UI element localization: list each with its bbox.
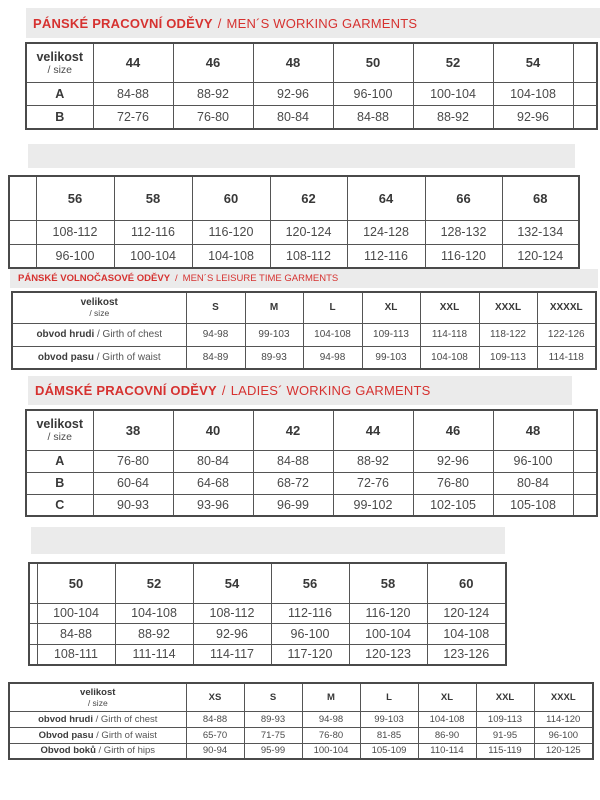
row-label <box>12 323 186 346</box>
size-range-cell: 64-68 <box>173 472 253 494</box>
size-range-cell: 114-118 <box>537 346 596 369</box>
size-range-cell: 60-64 <box>93 472 173 494</box>
size-range-cell: 68-72 <box>253 472 333 494</box>
table-mens-working-sizes-56-68 <box>8 175 578 269</box>
clipped-edge-cell <box>573 43 597 82</box>
table-mens-leisure-sizes-grid <box>11 291 597 370</box>
size-range-cell: 100-104 <box>413 82 493 106</box>
size-range-cell: 116-120 <box>425 244 502 268</box>
clipped-edge-cell <box>573 450 597 472</box>
size-range-cell: 105-109 <box>360 743 418 759</box>
size-range-cell: 92-96 <box>253 82 333 106</box>
size-range-cell: 99-102 <box>333 494 413 516</box>
corner-label-czech: velikost <box>80 297 118 309</box>
size-range-cell: 108-112 <box>36 220 114 244</box>
size-range-cell: 72-76 <box>93 106 173 130</box>
size-range-cell: 128-132 <box>425 220 502 244</box>
size-column-header: S <box>244 683 302 711</box>
size-range-cell: 120-124 <box>427 603 506 624</box>
table-continuation-bar-mens <box>28 144 575 168</box>
size-range-cell: 100-104 <box>349 624 427 645</box>
size-column-header: 58 <box>114 176 192 220</box>
corner-label-czech: velikost <box>36 417 84 432</box>
size-range-cell: 76-80 <box>413 472 493 494</box>
size-range-cell: 84-88 <box>37 624 115 645</box>
clipped-edge-cell <box>29 624 37 645</box>
corner-label-english: / size <box>47 63 72 76</box>
size-range-cell: 88-92 <box>413 106 493 130</box>
size-column-header: M <box>245 292 303 323</box>
row-label: C <box>26 494 93 516</box>
size-range-cell: 114-120 <box>534 711 593 727</box>
clipped-edge-cell <box>9 220 36 244</box>
table-ladies-letter-sizes <box>8 682 592 760</box>
size-range-cell: 112-116 <box>271 603 349 624</box>
size-corner-header <box>12 292 186 323</box>
size-range-cell: 84-88 <box>253 450 333 472</box>
size-column-header: 48 <box>253 43 333 82</box>
size-column-header: L <box>303 292 362 323</box>
size-column-header: 44 <box>93 43 173 82</box>
row-label: A <box>26 450 93 472</box>
table-row <box>26 472 597 494</box>
size-range-cell: 104-108 <box>427 624 506 645</box>
size-column-header: 64 <box>347 176 425 220</box>
table-row <box>9 727 593 743</box>
size-range-cell: 108-111 <box>37 644 115 665</box>
clipped-edge-cell <box>573 106 597 130</box>
size-range-cell: 80-84 <box>173 450 253 472</box>
size-range-cell: 90-93 <box>93 494 173 516</box>
size-range-cell: 96-100 <box>36 244 114 268</box>
size-range-cell: 96-100 <box>271 624 349 645</box>
row-label-english: / Girth of hips <box>98 745 156 757</box>
row-label-czech: obvod pasu <box>37 351 97 363</box>
size-range-cell: 110-114 <box>418 743 476 759</box>
size-corner-header <box>26 410 93 450</box>
table-row <box>26 106 597 130</box>
size-column-header: XXXL <box>479 292 537 323</box>
size-range-cell: 81-85 <box>360 727 418 743</box>
size-column-header: 68 <box>502 176 579 220</box>
table-ladies-working-sizes-38-48-grid <box>25 409 598 517</box>
size-range-cell: 116-120 <box>349 603 427 624</box>
size-range-cell: 96-99 <box>253 494 333 516</box>
size-column-header: 48 <box>493 410 573 450</box>
table-row <box>29 624 506 645</box>
table-row <box>26 82 597 106</box>
size-range-cell: 96-100 <box>534 727 593 743</box>
size-column-header: XXL <box>476 683 534 711</box>
size-range-cell: 95-99 <box>244 743 302 759</box>
table-ladies-working-sizes-50-60 <box>28 562 505 666</box>
size-range-cell: 102-105 <box>413 494 493 516</box>
row-label-czech: obvod hrudi <box>38 713 96 725</box>
row-label-english: / Girth of chest <box>97 329 163 340</box>
table-mens-working-sizes-44-54 <box>25 42 596 130</box>
size-range-cell: 120-125 <box>534 743 593 759</box>
size-range-cell: 108-112 <box>193 603 271 624</box>
size-column-header: 56 <box>36 176 114 220</box>
size-range-cell: 100-104 <box>37 603 115 624</box>
size-range-cell: 80-84 <box>253 106 333 130</box>
row-label-czech: obvod hrudi <box>36 329 97 340</box>
size-range-cell: 76-80 <box>173 106 253 130</box>
size-range-cell: 104-108 <box>420 346 479 369</box>
size-range-cell: 132-134 <box>502 220 579 244</box>
size-range-cell: 104-108 <box>192 244 270 268</box>
size-corner-header <box>26 43 93 82</box>
size-column-header: XXL <box>420 292 479 323</box>
clipped-edge-cell <box>29 603 37 624</box>
title-separator: / <box>217 15 222 31</box>
size-column-header: 46 <box>173 43 253 82</box>
row-label-english: / Girth of chest <box>95 713 158 725</box>
table-row <box>29 644 506 665</box>
corner-label-english: / size <box>87 697 108 708</box>
table-row <box>9 743 593 759</box>
row-label-czech: Obvod boků <box>40 745 99 757</box>
clipped-edge-cell <box>9 176 36 220</box>
size-range-cell: 88-92 <box>115 624 193 645</box>
size-column-header: 40 <box>173 410 253 450</box>
corner-label-czech: velikost <box>36 49 84 64</box>
size-range-cell: 114-117 <box>193 644 271 665</box>
section-title-mens-leisure <box>10 269 598 288</box>
size-range-cell: 84-88 <box>186 711 244 727</box>
size-range-cell: 105-108 <box>493 494 573 516</box>
section-title-english: MEN´S LEISURE TIME GARMENTS <box>182 273 339 284</box>
size-range-cell: 108-112 <box>270 244 347 268</box>
size-column-header: 50 <box>37 563 115 603</box>
size-range-cell: 109-113 <box>479 346 537 369</box>
clipped-edge-cell <box>573 410 597 450</box>
size-range-cell: 120-124 <box>502 244 579 268</box>
size-range-cell: 118-122 <box>479 323 537 346</box>
row-label-english: / Girth of waist <box>96 729 157 741</box>
section-title-czech: PÁNSKÉ VOLNOČASOVÉ ODĚVY <box>18 273 171 284</box>
size-range-cell: 84-88 <box>93 82 173 106</box>
size-range-cell: 84-88 <box>333 106 413 130</box>
table-row <box>9 220 579 244</box>
corner-label-english: / size <box>47 431 72 444</box>
size-column-header: XXXXL <box>537 292 596 323</box>
row-label <box>12 346 186 369</box>
size-column-header: L <box>360 683 418 711</box>
size-range-cell: 80-84 <box>493 472 573 494</box>
size-range-cell: 92-96 <box>193 624 271 645</box>
size-range-cell: 94-98 <box>303 346 362 369</box>
size-column-header: 60 <box>427 563 506 603</box>
table-row <box>26 450 597 472</box>
row-label-czech: Obvod pasu <box>38 729 97 741</box>
size-range-cell: 104-108 <box>493 82 573 106</box>
size-column-header: 38 <box>93 410 173 450</box>
size-column-header: 50 <box>333 43 413 82</box>
table-ladies-letter-sizes-grid <box>8 682 594 760</box>
table-continuation-bar-ladies <box>31 527 505 554</box>
size-range-cell: 72-76 <box>333 472 413 494</box>
row-label: B <box>26 472 93 494</box>
size-range-cell: 65-70 <box>186 727 244 743</box>
size-column-header: S <box>186 292 245 323</box>
size-column-header: M <box>302 683 360 711</box>
size-range-cell: 104-108 <box>115 603 193 624</box>
size-range-cell: 94-98 <box>186 323 245 346</box>
size-range-cell: 91-95 <box>476 727 534 743</box>
size-column-header: 54 <box>493 43 573 82</box>
size-range-cell: 112-116 <box>114 220 192 244</box>
size-column-header: 46 <box>413 410 493 450</box>
size-range-cell: 122-126 <box>537 323 596 346</box>
table-row <box>29 603 506 624</box>
size-range-cell: 88-92 <box>173 82 253 106</box>
section-title-mens-working <box>26 8 600 38</box>
size-range-cell: 71-75 <box>244 727 302 743</box>
title-separator: / <box>175 273 178 284</box>
size-range-cell: 114-118 <box>420 323 479 346</box>
size-column-header: 62 <box>270 176 347 220</box>
row-label <box>9 727 186 743</box>
size-range-cell: 88-92 <box>333 450 413 472</box>
size-column-header: 44 <box>333 410 413 450</box>
size-column-header: 52 <box>413 43 493 82</box>
corner-label-czech: velikost <box>80 686 116 698</box>
clipped-edge-cell <box>573 82 597 106</box>
clipped-edge-cell <box>29 563 37 603</box>
size-range-cell: 92-96 <box>413 450 493 472</box>
size-column-header: 56 <box>271 563 349 603</box>
size-column-header: 52 <box>115 563 193 603</box>
section-title-ladies-working <box>28 376 572 405</box>
clipped-edge-cell <box>573 472 597 494</box>
size-column-header: XXXL <box>534 683 593 711</box>
size-range-cell: 76-80 <box>302 727 360 743</box>
size-column-header: 58 <box>349 563 427 603</box>
size-range-cell: 117-120 <box>271 644 349 665</box>
size-range-cell: 99-103 <box>245 323 303 346</box>
size-range-cell: 109-113 <box>362 323 420 346</box>
size-range-cell: 96-100 <box>493 450 573 472</box>
size-column-header: 42 <box>253 410 333 450</box>
table-mens-working-sizes-44-54-grid <box>25 42 598 130</box>
size-range-cell: 84-89 <box>186 346 245 369</box>
table-row <box>9 711 593 727</box>
row-label <box>9 743 186 759</box>
clipped-edge-cell <box>29 644 37 665</box>
size-column-header: 66 <box>425 176 502 220</box>
size-range-cell: 94-98 <box>302 711 360 727</box>
size-column-header: XL <box>362 292 420 323</box>
table-ladies-working-sizes-38-48 <box>25 409 596 517</box>
row-label-english: / Girth of waist <box>96 351 161 363</box>
table-mens-leisure-sizes <box>11 291 595 370</box>
section-title-english: MEN´S WORKING GARMENTS <box>226 15 418 31</box>
size-range-cell: 104-108 <box>303 323 362 346</box>
size-range-cell: 109-113 <box>476 711 534 727</box>
size-range-cell: 104-108 <box>418 711 476 727</box>
size-range-cell: 112-116 <box>347 244 425 268</box>
corner-label-english: / size <box>89 308 110 319</box>
size-range-cell: 116-120 <box>192 220 270 244</box>
size-range-cell: 76-80 <box>93 450 173 472</box>
section-title-czech: DÁMSKÉ PRACOVNÍ ODĚVY <box>35 383 217 398</box>
table-row <box>9 244 579 268</box>
title-separator: / <box>221 383 226 398</box>
size-range-cell: 100-104 <box>114 244 192 268</box>
size-corner-header <box>9 683 186 711</box>
size-range-cell: 124-128 <box>347 220 425 244</box>
row-label: A <box>26 82 93 106</box>
size-range-cell: 96-100 <box>333 82 413 106</box>
size-range-cell: 115-119 <box>476 743 534 759</box>
size-range-cell: 123-126 <box>427 644 506 665</box>
size-column-header: XS <box>186 683 244 711</box>
size-range-cell: 86-90 <box>418 727 476 743</box>
section-title-czech: PÁNSKÉ PRACOVNÍ ODĚVY <box>33 15 213 31</box>
row-label: B <box>26 106 93 130</box>
size-range-cell: 90-94 <box>186 743 244 759</box>
table-row <box>12 323 596 346</box>
size-column-header: XL <box>418 683 476 711</box>
size-column-header: 54 <box>193 563 271 603</box>
size-range-cell: 99-103 <box>362 346 420 369</box>
size-range-cell: 99-103 <box>360 711 418 727</box>
table-mens-working-sizes-56-68-grid <box>8 175 580 269</box>
size-range-cell: 93-96 <box>173 494 253 516</box>
size-range-cell: 120-124 <box>270 220 347 244</box>
size-range-cell: 120-123 <box>349 644 427 665</box>
table-row <box>12 346 596 369</box>
size-range-cell: 89-93 <box>245 346 303 369</box>
clipped-edge-cell <box>9 244 36 268</box>
clipped-edge-cell <box>573 494 597 516</box>
size-range-cell: 111-114 <box>115 644 193 665</box>
size-column-header: 60 <box>192 176 270 220</box>
table-ladies-working-sizes-50-60-grid <box>28 562 507 666</box>
size-range-cell: 92-96 <box>493 106 573 130</box>
size-range-cell: 89-93 <box>244 711 302 727</box>
table-row <box>26 494 597 516</box>
section-title-english: LADIES´ WORKING GARMENTS <box>230 383 431 398</box>
size-range-cell: 100-104 <box>302 743 360 759</box>
row-label <box>9 711 186 727</box>
